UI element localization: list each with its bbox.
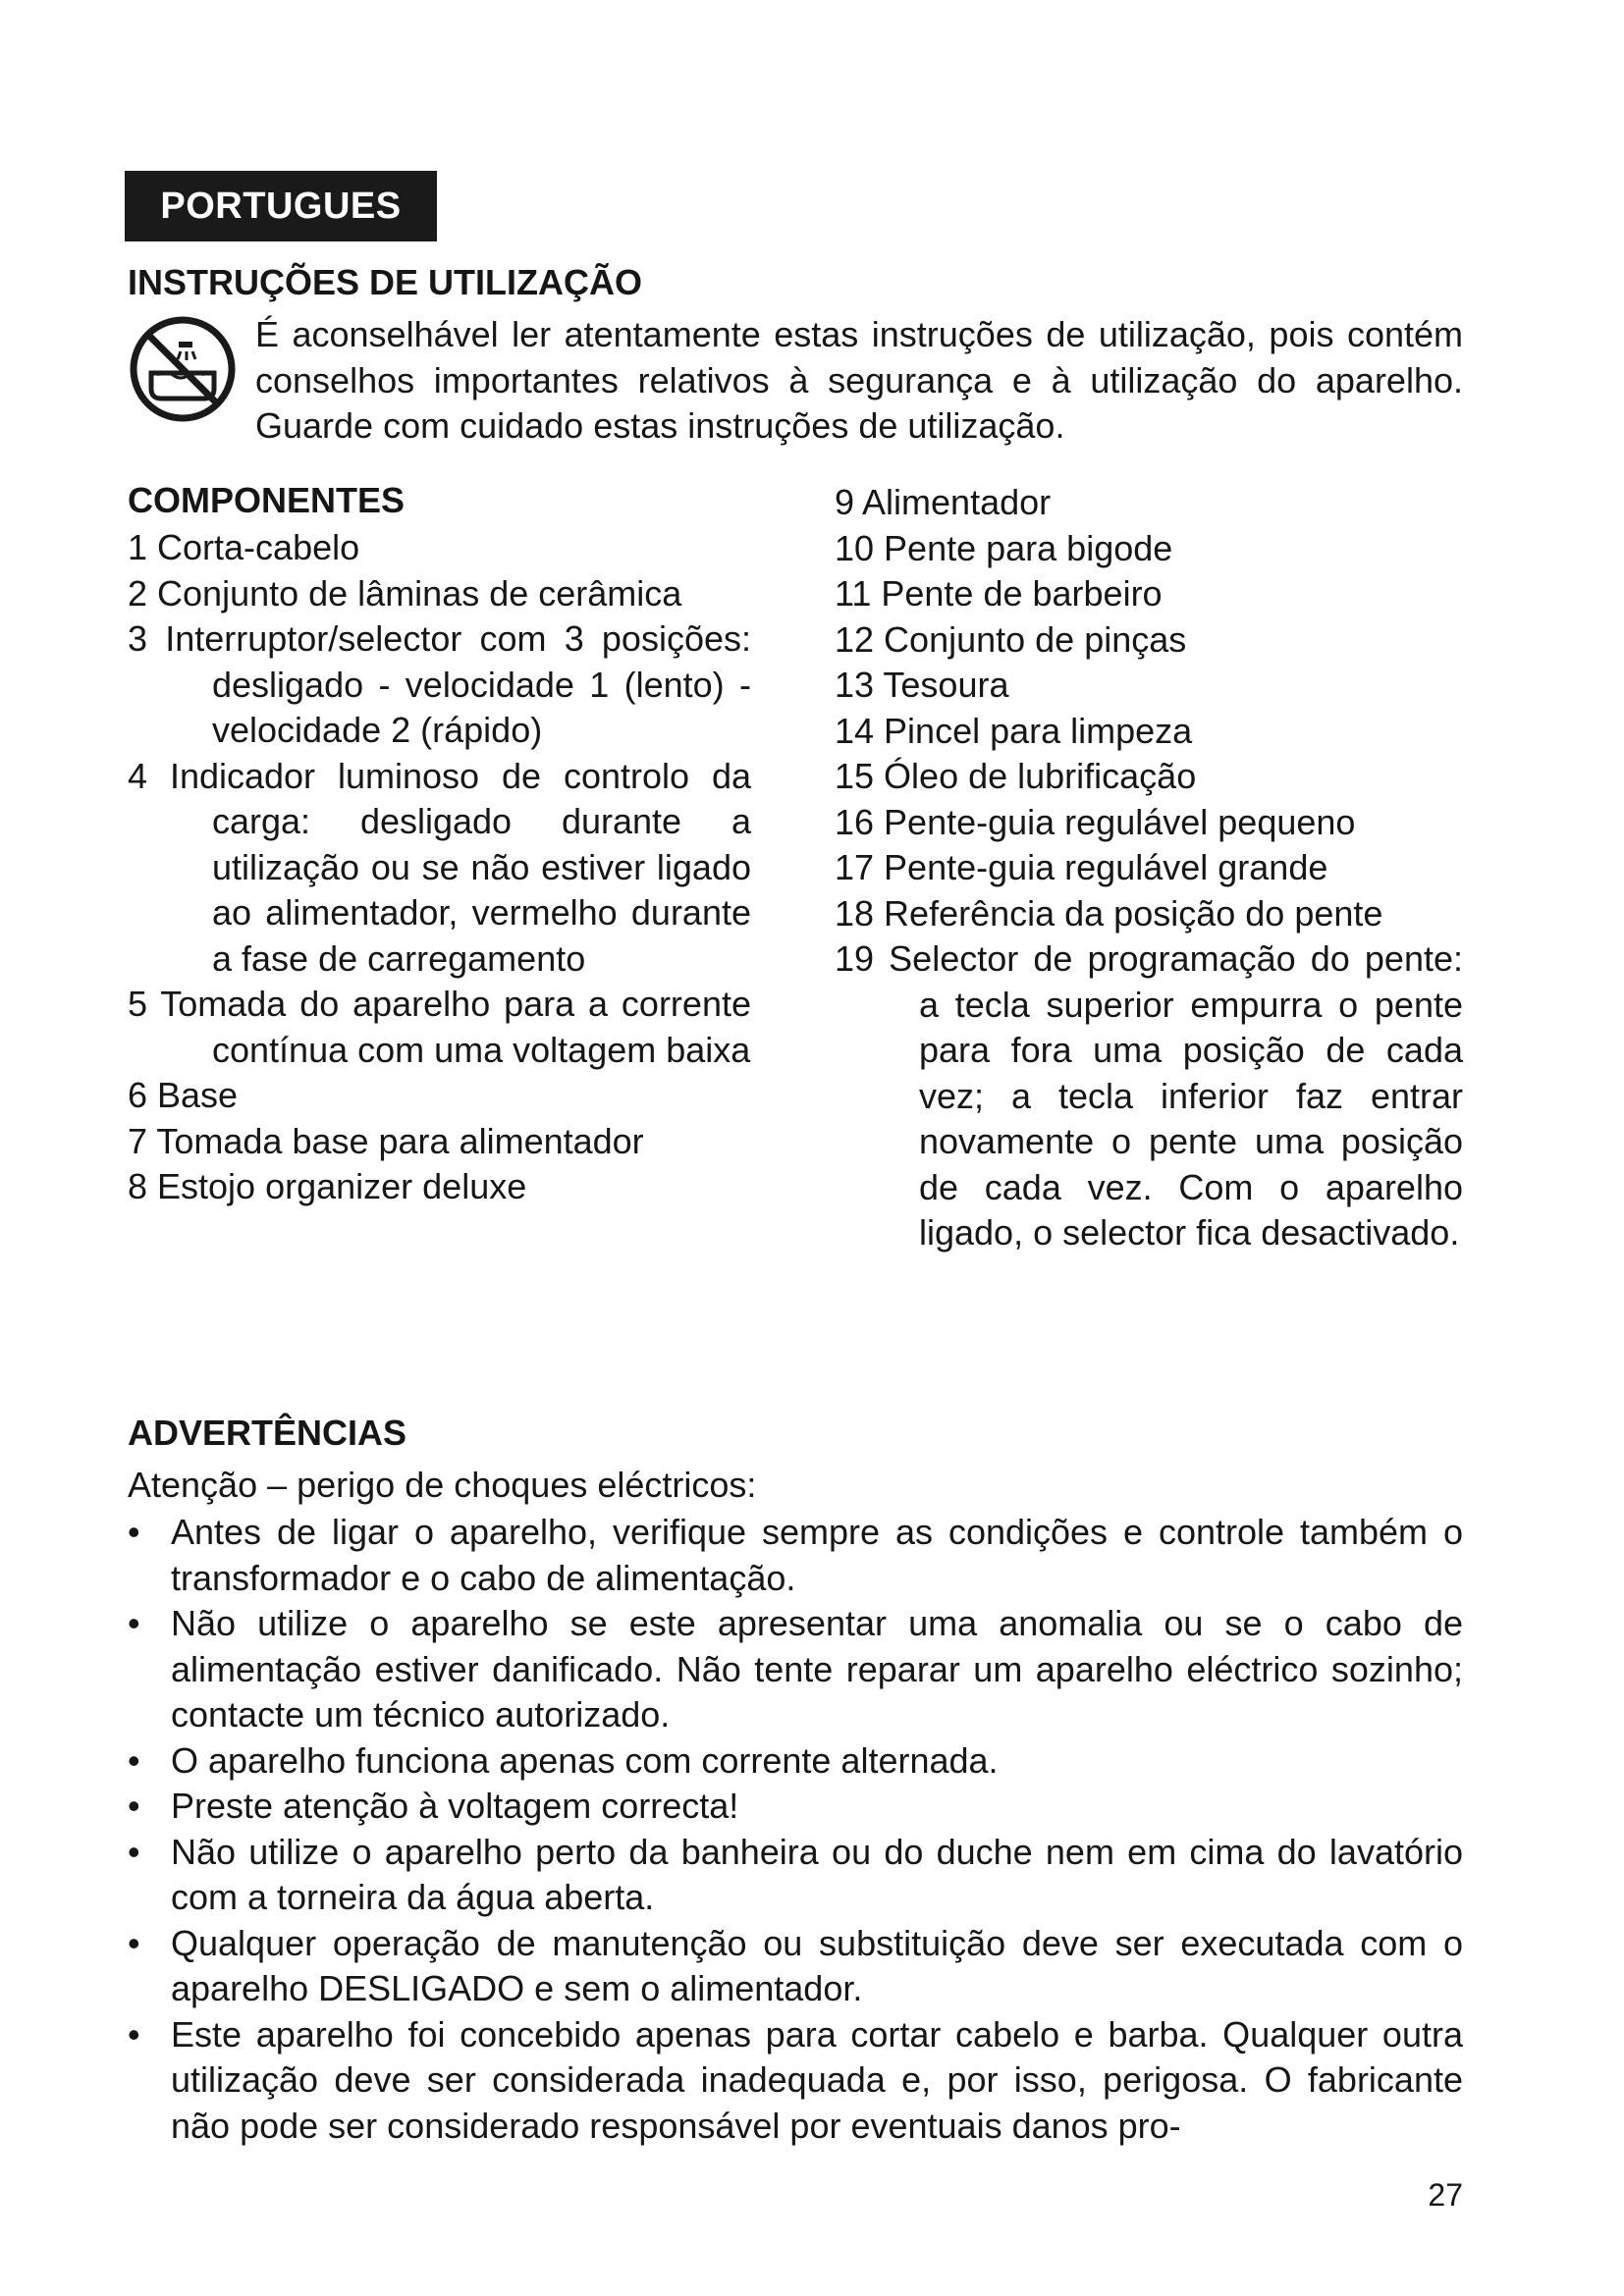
bullet: • [128,2013,140,2055]
list-item: 17 Pente-guia regulável grande [835,847,1328,887]
bullet: • [128,1922,140,1963]
bullet: • [128,1512,140,1552]
list-item-text: Preste atenção à voltagem correcta! [171,1786,739,1826]
list-item: 15 Óleo de lubrificação [835,756,1197,796]
list-item [128,1784,1463,1830]
list-item: 19 Selector de programação do pente: a tecla superior empurra o pente para fora uma posição de cada vez; a tecla inferior faz entrar novamente o pente uma posição de cada vez. Com o aparelho ligado, o selector fica desactivado. [835,938,1463,1253]
warnings-intro: Atenção – perigo de choques eléctricos: [128,1465,757,1505]
list-item: 16 Pente-guia regulável pequeno [835,801,1356,842]
list-item [128,2012,1463,2150]
list-item: 7 Tomada base para alimentador [128,1120,644,1161]
list-item-text: Qualquer operação de manutenção ou substituição deve ser executada com o aparelho DESLIGADO e sem o alimentador. [171,1922,1463,2008]
list-item [128,1830,1463,1921]
components-list-left [128,525,751,1210]
no-water-bath-icon [128,314,238,424]
list-item: 6 Base [128,1075,239,1115]
list-item [128,1601,1463,1738]
list-item [128,1921,1463,2012]
instructions-text: É aconselhável ler atentamente estas instruções de utilização, pois contém conselhos importantes relativos à segurança e à utilização do aparelho. Guarde com cuidado estas instruções de utilização. [255,314,1463,446]
list-item: 5 Tomada do aparelho para a corrente contínua com uma voltagem baixa [128,984,751,1070]
list-item: 3 Interruptor/selector com 3 posições: desligado - velocidade 1 (lento) - velocidade 2 (rápido) [128,618,751,750]
list-item: 2 Conjunto de lâminas de cerâmica [128,572,682,614]
list-item-text: Não utilize o aparelho se este apresentar uma anomalia ou se o cabo de alimentação estiver danificado. Não tente reparar um aparelho eléctrico sozinho; contacte um técnico autorizado. [171,1603,1463,1735]
list-item-text: O aparelho funciona apenas com corrente alternada. [171,1739,999,1781]
bullet: • [128,1831,140,1872]
list-item: 1 Corta-cabelo [128,527,360,567]
bullet: • [128,1786,140,1826]
list-item: 14 Pincel para limpeza [835,710,1193,751]
list-item: 13 Tesoura [835,665,1009,705]
list-item: 10 Pente para bigode [835,527,1173,568]
list-item: 11 Pente de barbeiro [835,573,1163,614]
warnings-title: ADVERTÊNCIAS [128,1413,407,1453]
language-tab: PORTUGUES [125,171,437,241]
list-item-text: Não utilize o aparelho perto da banheira ou do duche nem em cima do lavatório com a torneira da água aberta. [171,1831,1463,1917]
list-item: 9 Alimentador [835,482,1052,522]
instructions-title: INSTRUÇÕES DE UTILIZAÇÃO [128,262,643,302]
list-item: 8 Estojo organizer deluxe [128,1166,527,1206]
components-title: COMPONENTES [128,480,406,520]
list-item [128,1738,1463,1785]
warnings-list [128,1510,1463,2149]
list-item-text: Este aparelho foi concebido apenas para cortar cabelo e barba. Qualquer outra utilização deve ser considerada inadequada e, por isso, perigosa. O fabricante não pode ser considerado responsável por eventuais danos pro- [171,2013,1463,2146]
list-item [128,1510,1463,1601]
list-item: 4 Indicador luminoso de controlo da carga: desligado durante a utilização ou se não estiver ligado ao alimentador, vermelho durante a fase de carregamento [128,755,751,979]
list-item-text: Antes de ligar o aparelho, verifique sempre as condições e controle também o transformador e o cabo de alimentação. [171,1512,1463,1598]
page-number: 27 [1428,2177,1463,2213]
bullet: • [128,1739,140,1781]
list-item: 12 Conjunto de pinças [835,618,1187,660]
bullet: • [128,1603,140,1643]
list-item: 18 Referência da posição do pente [835,892,1383,934]
components-list-right [835,480,1463,1256]
